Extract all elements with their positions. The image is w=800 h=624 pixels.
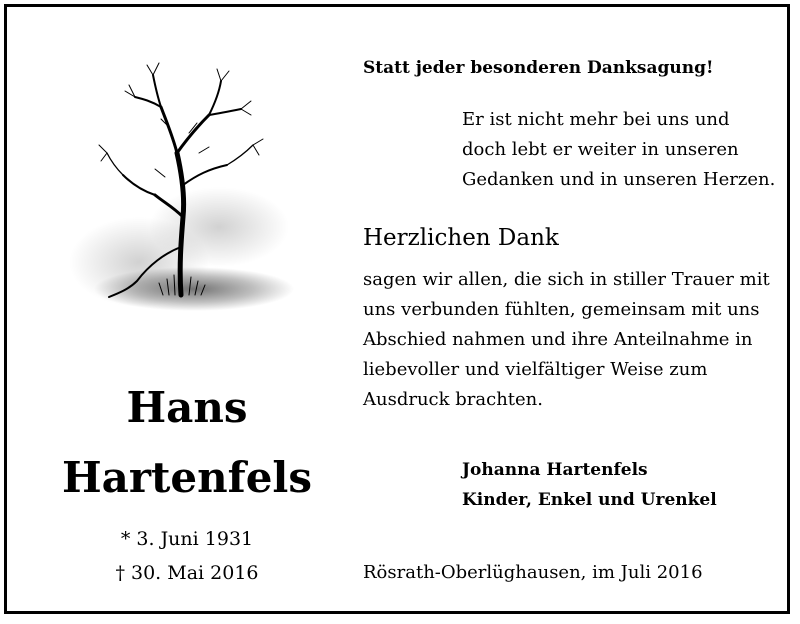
quote-line: Gedanken und in unseren Herzen. — [462, 169, 776, 190]
body-line: liebevoller und vielfältiger Weise zum — [363, 359, 708, 380]
signer-line: Johanna Hartenfels — [462, 460, 648, 480]
thanks-body — [363, 265, 770, 415]
body-line: sagen wir allen, die sich in stiller Trauer mit — [363, 269, 770, 290]
thanks-heading: Herzlichen Dank — [363, 225, 559, 251]
death-date: † 30. Mai 2016 — [115, 562, 259, 584]
signers — [462, 455, 717, 515]
deceased-first-name: Hans — [126, 383, 248, 432]
signer-line: Kinder, Enkel und Urenkel — [462, 490, 717, 510]
headline: Statt jeder besonderen Danksagung! — [363, 58, 714, 78]
birth-date: * 3. Juni 1931 — [120, 528, 254, 550]
body-line: Ausdruck brachten. — [363, 389, 543, 410]
body-line: Abschied nahmen und ihre Anteilnahme in — [363, 329, 753, 350]
quote-line: Er ist nicht mehr bei uns und — [462, 109, 730, 130]
place-date: Rösrath-Oberlüghausen, im Juli 2016 — [363, 562, 703, 583]
memorial-quote — [462, 105, 775, 195]
obituary-frame — [4, 4, 790, 614]
bare-tree-icon — [69, 57, 299, 317]
body-line: uns verbunden fühlten, gemeinsam mit uns — [363, 299, 760, 320]
quote-line: doch lebt er weiter in unseren — [462, 139, 739, 160]
deceased-last-name: Hartenfels — [61, 453, 313, 502]
